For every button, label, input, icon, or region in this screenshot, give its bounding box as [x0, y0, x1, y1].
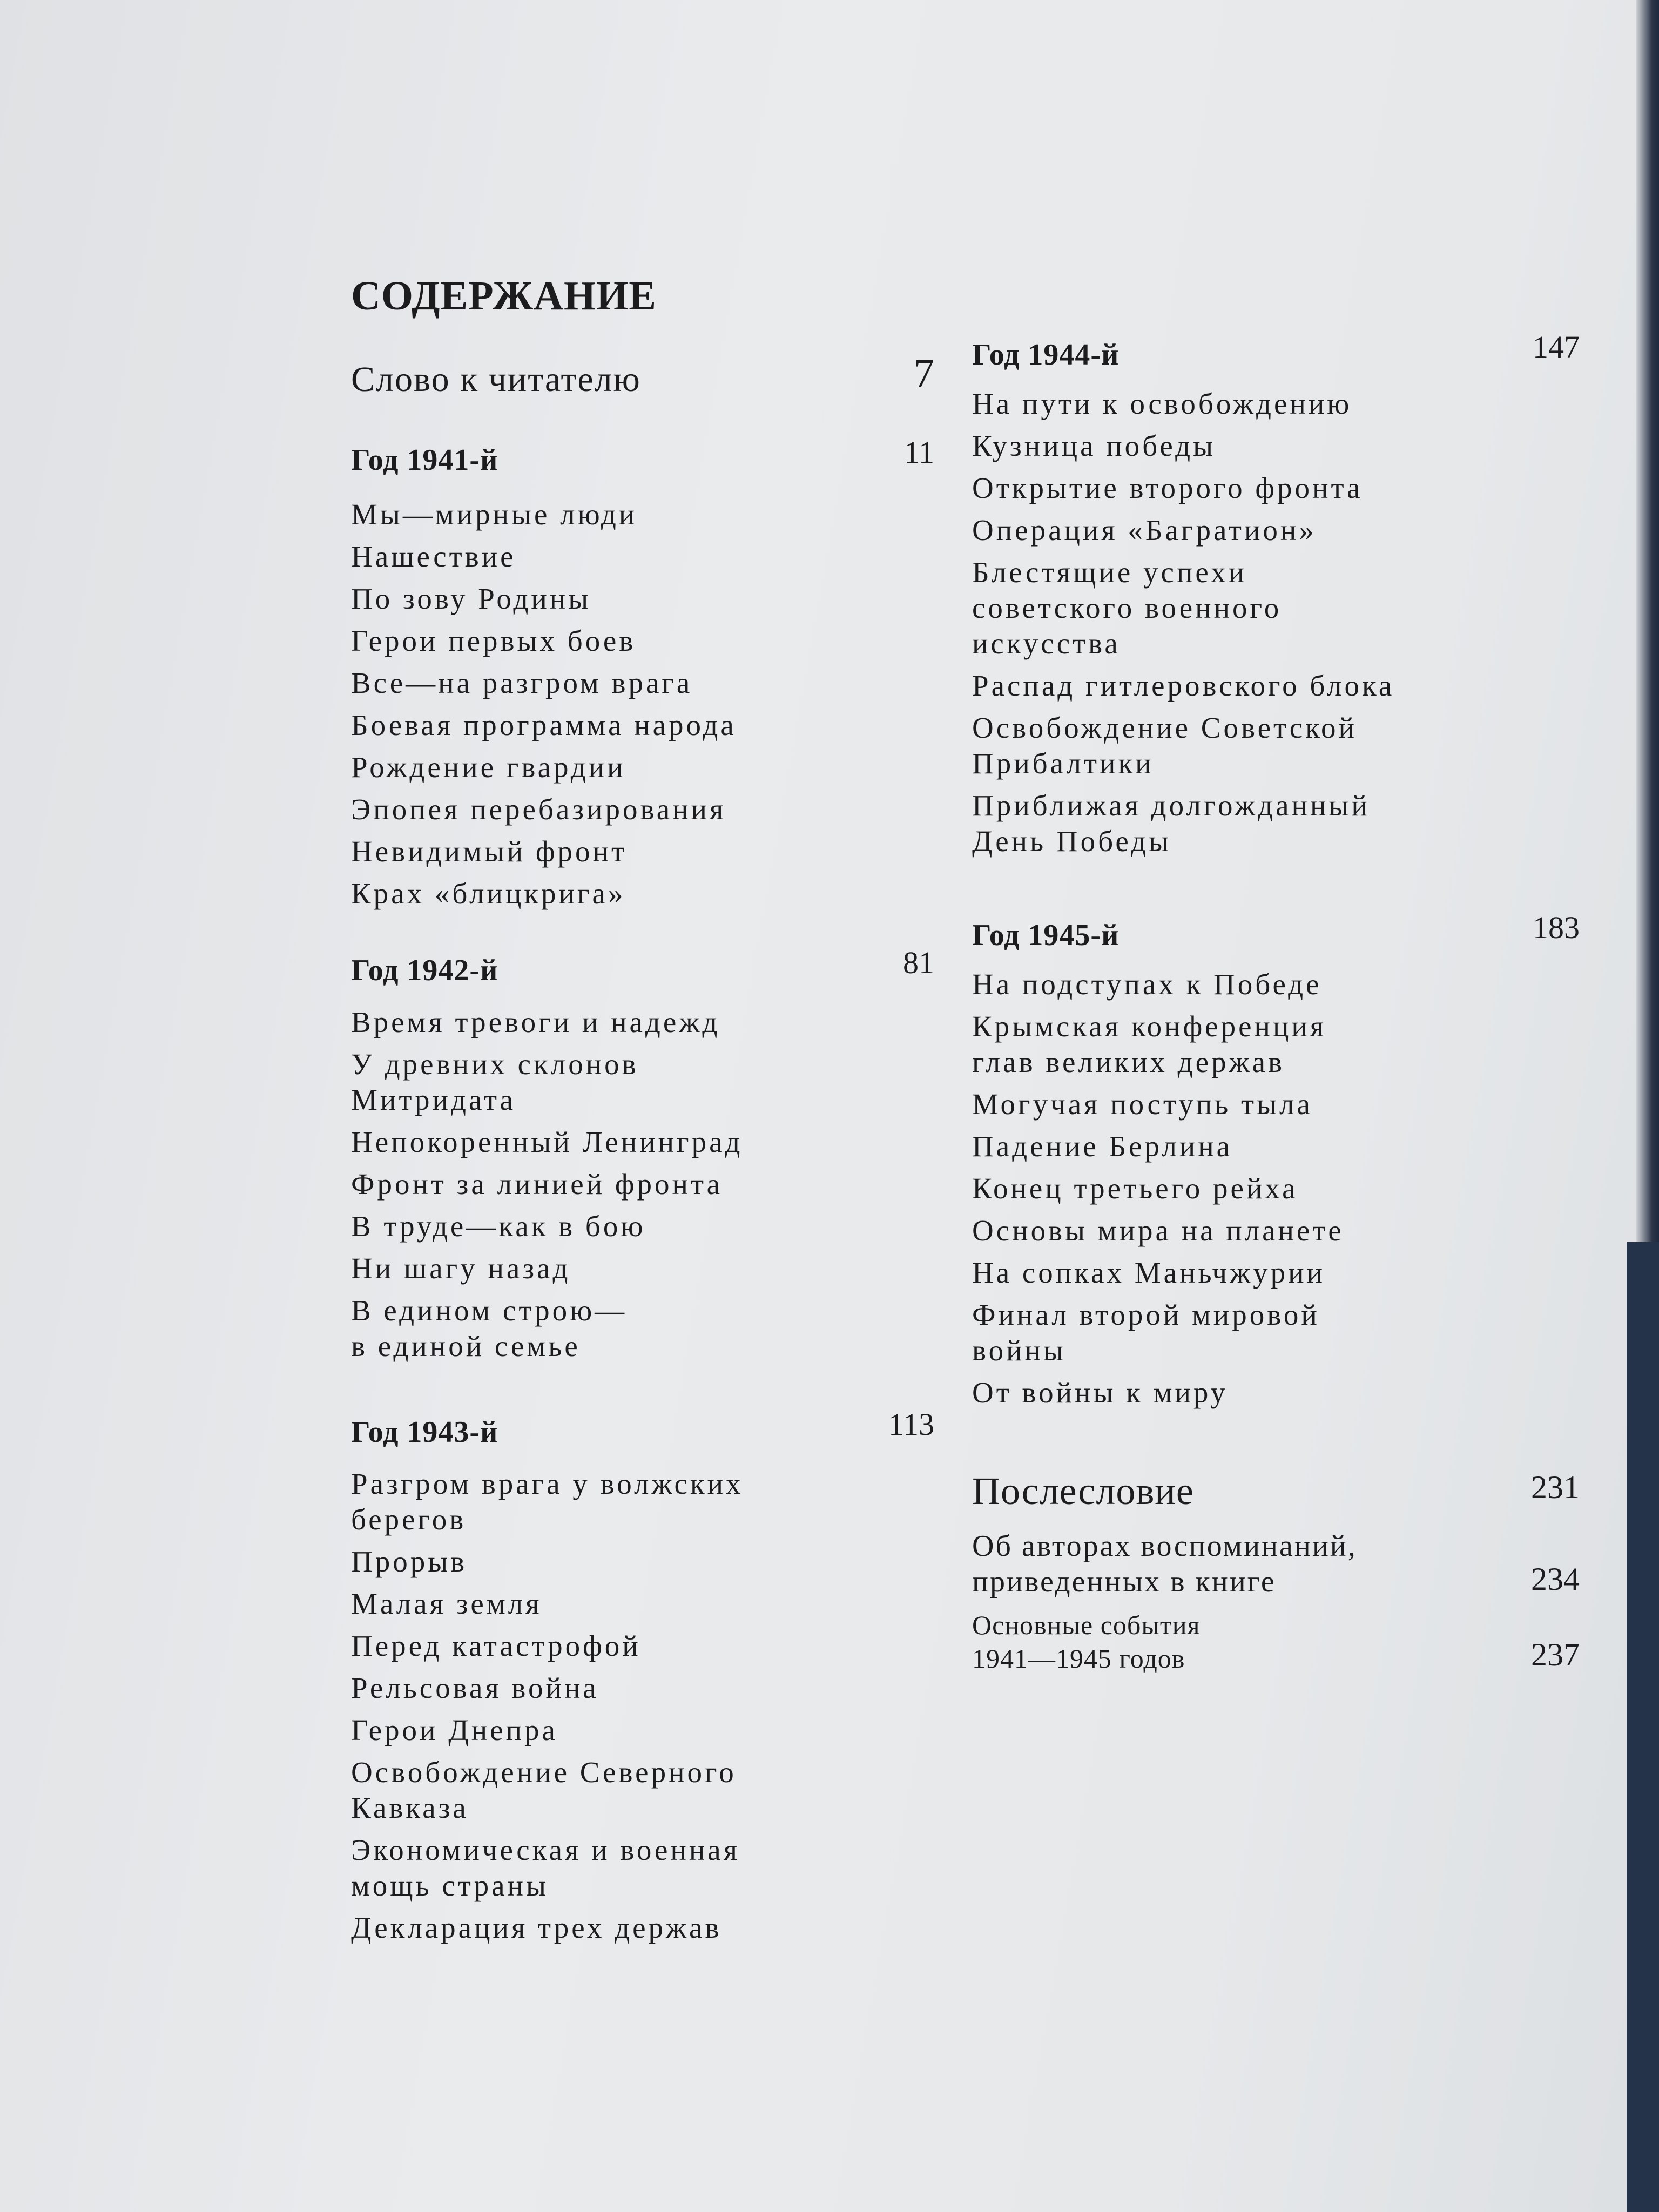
list-item: Эпопея перебазирования [351, 793, 726, 826]
section-list-1943 [351, 1466, 934, 1952]
section-header-1944 [972, 329, 1580, 381]
section-list-1941 [351, 497, 934, 918]
list-item: Ни шагу назад [351, 1252, 571, 1285]
list-item: Все—на разгром врага [351, 666, 693, 699]
toc-page-number: 7 [914, 351, 934, 396]
list-item: Перед катастрофой [351, 1629, 641, 1662]
list-item: По зову Родины [351, 582, 591, 615]
toc-entry-authors [972, 1528, 1580, 1604]
list-item: Крымская конференция глав великих держав [972, 1010, 1327, 1078]
toc-entry-label: Основные события 1941—1945 годов [972, 1610, 1201, 1674]
toc-entry-afterword [972, 1469, 1580, 1518]
list-item: От войны к миру [972, 1376, 1229, 1409]
list-item: Блестящие успехи советского военного искусства [972, 556, 1282, 660]
list-item: Рождение гвардии [351, 751, 626, 784]
section-list-1942 [351, 1004, 934, 1371]
background-fabric [1627, 1242, 1659, 2212]
toc-page-number: 237 [1531, 1637, 1580, 1673]
section-page-number: 113 [888, 1407, 934, 1442]
list-item: Могучая поступь тыла [972, 1088, 1313, 1121]
section-page-number: 11 [904, 435, 934, 470]
list-item: Нашествие [351, 540, 516, 573]
section-header-1942 [351, 945, 934, 996]
section-title: Год 1943-й [351, 1415, 498, 1449]
list-item: В едином строю— в единой семье [351, 1294, 628, 1363]
toc-entry-label: Слово к читателю [351, 360, 641, 399]
section-list-1945 [972, 967, 1580, 1417]
list-item: Прорыв [351, 1545, 468, 1578]
toc-entry-label: Об авторах воспоминаний, приведенных в книге [972, 1529, 1357, 1599]
list-item: Освобождение Советской Прибалтики [972, 711, 1357, 780]
toc-entry-intro [351, 351, 934, 413]
list-item: Конец третьего рейха [972, 1172, 1298, 1205]
list-item: На подступах к Победе [972, 968, 1322, 1001]
list-item: Освобождение Северного Кавказа [351, 1756, 737, 1824]
list-item: Крах «блицкрига» [351, 877, 626, 910]
section-title: Год 1941-й [351, 443, 498, 477]
list-item: На сопках Маньчжурии [972, 1256, 1325, 1289]
section-header-1943 [351, 1407, 934, 1458]
section-page-number: 81 [903, 945, 934, 980]
list-item: Боевая программа народа [351, 709, 737, 741]
toc-page-number: 231 [1531, 1469, 1580, 1505]
list-item: Малая земля [351, 1587, 542, 1620]
contents-heading: СОДЕРЖАНИЕ [351, 273, 657, 319]
list-item: Невидимый фронт [351, 835, 627, 868]
list-item: Герои первых боев [351, 624, 636, 657]
list-item: Мы—мирные люди [351, 498, 638, 531]
list-item: Экономическая и военная мощь страны [351, 1833, 740, 1902]
section-title: Год 1945-й [972, 919, 1120, 952]
section-page-number: 183 [1533, 910, 1580, 945]
toc-page-number: 234 [1531, 1561, 1580, 1597]
toc-entry-label: Послесловие [972, 1469, 1194, 1513]
list-item: Открытие второго фронта [972, 471, 1363, 504]
section-header-1941 [351, 435, 934, 486]
list-item: Фронт за линией фронта [351, 1168, 723, 1201]
list-item: Распад гитлеровского блока [972, 669, 1395, 702]
list-item: На пути к освобождению [972, 387, 1352, 420]
toc-entry-events [972, 1608, 1580, 1678]
list-item: Приближая долгожданный День Победы [972, 789, 1370, 858]
list-item: Время тревоги и надежд [351, 1006, 720, 1038]
list-item: В труде—как в бою [351, 1210, 646, 1243]
list-item: Кузница победы [972, 429, 1216, 462]
section-page-number: 147 [1533, 329, 1580, 365]
list-item: Герои Днепра [351, 1714, 558, 1746]
section-title: Год 1942-й [351, 954, 498, 987]
list-item: Операция «Багратион» [972, 514, 1317, 547]
list-item: Непокоренный Ленинград [351, 1125, 743, 1158]
list-item: Рельсовая война [351, 1671, 599, 1704]
list-item: Падение Берлина [972, 1130, 1233, 1163]
section-header-1945 [972, 910, 1580, 961]
list-item: Основы мира на планете [972, 1214, 1344, 1247]
list-item: Финал второй мировой войны [972, 1298, 1320, 1367]
list-item: У древних склонов Митридата [351, 1048, 639, 1116]
list-item: Разгром врага у волжских берегов [351, 1467, 744, 1536]
list-item: Декларация трех держав [351, 1911, 722, 1944]
section-list-1944 [972, 386, 1580, 866]
section-title: Год 1944-й [972, 338, 1120, 372]
